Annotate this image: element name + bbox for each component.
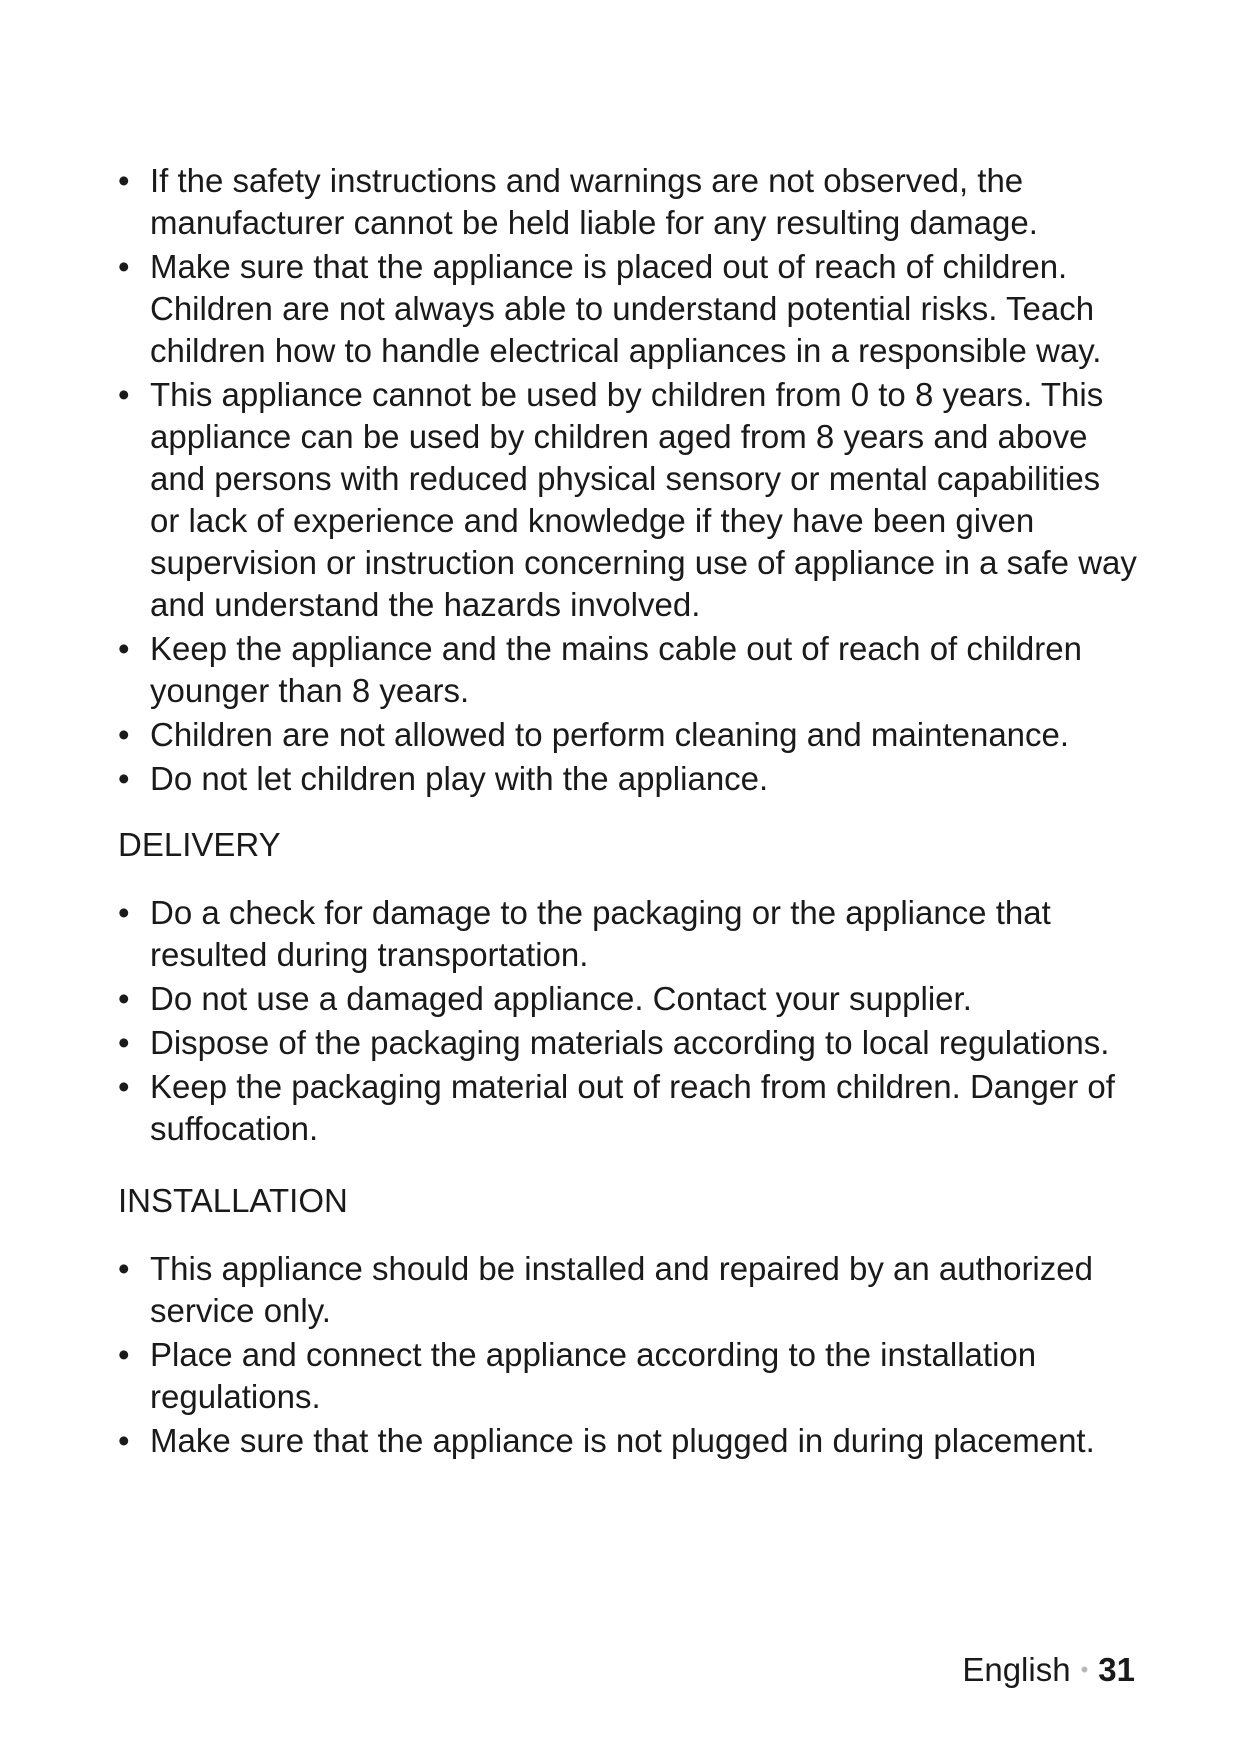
list-item — [118, 1334, 1138, 1418]
installation-list — [118, 1248, 1138, 1462]
list-item — [118, 892, 1138, 976]
list-item — [118, 714, 1138, 756]
list-item — [118, 758, 1138, 800]
bullet-icon: • — [118, 630, 130, 667]
bullet-icon: • — [118, 248, 130, 285]
list-item-text: Do a check for damage to the packaging or the appliance that resulted during transportation. — [150, 894, 1051, 973]
installation-heading: INSTALLATION — [118, 1182, 348, 1219]
list-item — [118, 246, 1138, 372]
bullet-icon: • — [118, 376, 130, 413]
bullet-icon: • — [118, 1336, 130, 1373]
list-item — [118, 628, 1138, 712]
list-item — [118, 1420, 1138, 1462]
list-item-text: This appliance cannot be used by children from 0 to 8 years. This appliance can be used by children aged from 8 years and above and persons with reduced physical sensory or mental capabilities or lack of experience and knowledge if they have been given supervision or instruction concerning use of appliance in a safe way and understand the hazards involved. — [150, 376, 1137, 623]
bullet-icon: • — [118, 1422, 130, 1459]
list-item-text: Keep the packaging material out of reach from children. Danger of suffocation. — [150, 1068, 1115, 1147]
bullet-icon: • — [118, 716, 130, 753]
list-item-text: Do not let children play with the appliance. — [150, 760, 769, 797]
list-item-text: Do not use a damaged appliance. Contact your supplier. — [150, 980, 972, 1017]
list-item-text: Keep the appliance and the mains cable out of reach of children younger than 8 years. — [150, 630, 1082, 709]
footer-language: English — [962, 1651, 1071, 1688]
delivery-list — [118, 892, 1138, 1150]
safety-list — [118, 160, 1138, 800]
bullet-icon: • — [118, 1068, 130, 1105]
list-item-text: Place and connect the appliance according to the installation regulations. — [150, 1336, 1037, 1415]
bullet-icon: • — [118, 1250, 130, 1287]
bullet-icon: • — [118, 760, 130, 797]
list-item-text: Dispose of the packaging materials according to local regulations. — [150, 1024, 1110, 1061]
list-item — [118, 1066, 1138, 1150]
list-item-text: This appliance should be installed and repaired by an authorized service only. — [150, 1250, 1093, 1329]
list-item — [118, 160, 1138, 244]
bullet-icon: • — [118, 894, 130, 931]
bullet-icon: • — [118, 1024, 130, 1061]
list-item — [118, 1022, 1138, 1064]
list-item — [118, 978, 1138, 1020]
list-item — [118, 1248, 1138, 1332]
list-item-text: Make sure that the appliance is not plugged in during placement. — [150, 1422, 1095, 1459]
page-number: 31 — [1098, 1651, 1135, 1688]
list-item-text: If the safety instructions and warnings are not observed, the manufacturer cannot be held liable for any resulting damage. — [150, 162, 1038, 241]
list-item — [118, 374, 1138, 626]
bullet-icon: • — [118, 980, 130, 1017]
bullet-icon: • — [118, 162, 130, 199]
delivery-heading: DELIVERY — [118, 826, 281, 863]
footer-separator: • — [1080, 1657, 1089, 1682]
list-item-text: Make sure that the appliance is placed out of reach of children. Children are not always able to understand potential risks. Teach children how to handle electrical appliances in a responsible way. — [150, 248, 1102, 369]
document-page — [118, 160, 1138, 1464]
list-item-text: Children are not allowed to perform cleaning and maintenance. — [150, 716, 1070, 753]
page-footer — [962, 1649, 1135, 1691]
